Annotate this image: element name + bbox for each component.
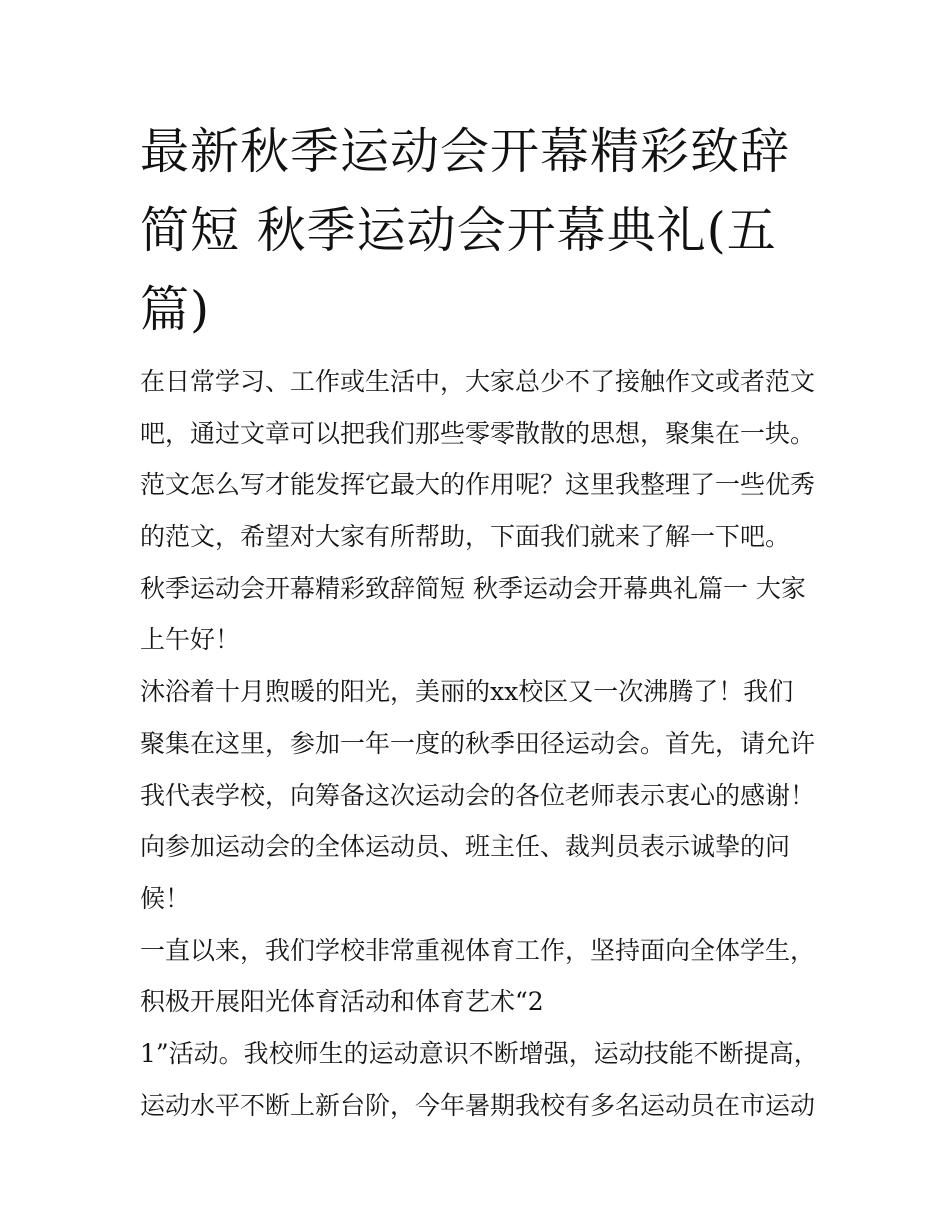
title-line: 最新秋季运动会开幕精彩致辞: [140, 123, 791, 180]
body-line: 1”活动。我校师生的运动意识不断增强，运动技能不断提高，: [140, 1038, 819, 1068]
body-line: 候！: [140, 883, 191, 913]
body-line: 上午好！: [140, 625, 241, 655]
document-body: [140, 356, 840, 1131]
body-line: 向参加运动会的全体运动员、班主任、裁判员表示诚挚的问: [140, 832, 791, 862]
title-line: 篇): [140, 281, 211, 338]
body-line: 积极开展阳光体育活动和体育艺术“2: [140, 987, 544, 1017]
body-line: 聚集在这里，参加一年一度的秋季田径运动会。首先，请允许: [140, 728, 816, 758]
body-line: 一直以来，我们学校非常重视体育工作，坚持面向全体学生，: [140, 935, 816, 965]
title-line: 简短 秋季运动会开幕典礼(五: [140, 202, 777, 259]
body-line: 秋季运动会开幕精彩致辞简短 秋季运动会开幕典礼篇一 大家: [140, 573, 806, 603]
body-line: 我代表学校，向筹备这次运动会的各位老师表示衷心的感谢！: [140, 780, 816, 810]
body-line: 吧，通过文章可以把我们那些零零散散的思想，聚集在一块。: [140, 418, 816, 448]
body-line: 沐浴着十月煦暖的阳光，美丽的xx校区又一次沸腾了！我们: [140, 677, 794, 707]
body-line: 范文怎么写才能发挥它最大的作用呢？这里我整理了一些优秀: [140, 470, 816, 500]
document-title: [140, 112, 820, 349]
body-line: 运动水平不断上新台阶，今年暑期我校有多名运动员在市运动: [140, 1090, 816, 1120]
body-line: 在日常学习、工作或生活中，大家总少不了接触作文或者范文: [140, 367, 816, 396]
body-line: 的范文，希望对大家有所帮助，下面我们就来了解一下吧。: [140, 522, 791, 552]
